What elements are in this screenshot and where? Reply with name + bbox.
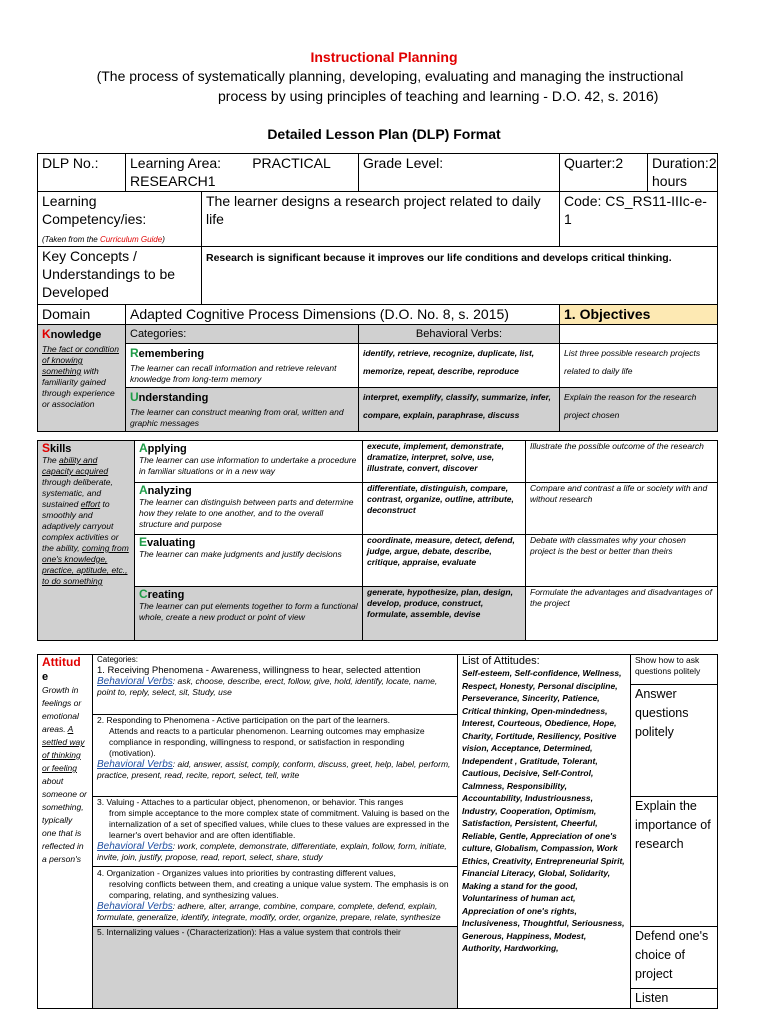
attitudes-list-label: List of Attitudes:	[462, 655, 540, 667]
understanding-verbs: interpret, exemplify, classify, summarize, infer, compare, explain, paraphrase, discuss	[359, 388, 560, 432]
attitude-desc-1: Growth in feelings or emotional areas.	[42, 685, 82, 734]
competency-code: Code: CS_RS11-IIIc-e-1	[560, 192, 718, 247]
competency-value: The learner designs a research project related to daily life	[202, 192, 560, 247]
skills-letter: S	[42, 441, 51, 455]
skills-desc-3: through deliberate, systematic, and sustained	[42, 477, 113, 509]
level-1-verbs	[97, 676, 453, 698]
understanding-rest: nderstanding	[138, 392, 209, 404]
level-2-cell	[93, 715, 458, 797]
objective-ask-politely: Show how to ask questions politely	[631, 655, 718, 685]
analyzing-letter: A	[139, 483, 148, 497]
level-2-verbs	[97, 759, 453, 781]
attitude-description	[42, 684, 88, 866]
knowledge-description	[42, 344, 121, 410]
level-4-body: resolving conflicts between them, and creating a unique value system. The emphasis is on comparing, relating, and synthesizing values.	[109, 879, 449, 900]
learning-area-value-1: PRACTICAL	[252, 155, 331, 171]
level-5-title: 5. Internalizing values - (Characterization): Has a value system that controls their	[97, 927, 401, 937]
domain-label: Domain	[38, 305, 126, 325]
objective-defend-choice: Defend one's choice of project	[631, 927, 717, 989]
applying-rest: pplying	[147, 443, 187, 455]
attitude-desc-2: A settled way of thinking or feeling	[42, 724, 85, 773]
key-concepts-value: Research is significant because it improves our life conditions and develops critical thinking.	[202, 247, 718, 305]
understanding-objective: Explain the reason for the research project chosen	[560, 388, 718, 432]
remembering-letter: R	[130, 346, 139, 360]
remembering-rest: emembering	[138, 348, 205, 360]
acpd-label: Adapted Cognitive Process Dimensions (D.O. No. 8, s. 2015)	[126, 305, 560, 325]
dlp-no-label: DLP No.:	[38, 154, 126, 192]
level-3-body: from simple acceptance to the more complex state of commitment. Valuing is based on the internalization of a set of specified values, while clues to these values are expressed in the learner's overt behavior and are often identifiable.	[109, 808, 450, 840]
creating-cell	[135, 587, 363, 641]
description-line-1: (The process of systematically planning, developing, evaluating and managing the instructional	[96, 68, 684, 84]
skills-desc-6: coming from one's knowledge, practice, aptitude, etc., to do something	[42, 543, 129, 586]
knowledge-heading	[42, 325, 121, 344]
knowledge-domain-cell	[38, 325, 126, 432]
level-1-title: 1. Receiving Phenomena - Awareness, willingness to hear, selected attention	[97, 665, 421, 676]
skills-heading	[42, 441, 130, 455]
attitude-letters-red: Attitud	[42, 655, 81, 669]
level-3-verbs	[97, 841, 453, 863]
analyzing-heading	[139, 483, 358, 497]
level-3-verbs-list: : work, complete, demonstrate, differentiate, explain, follow, form, initiate, invite, join, justify, propose, read, report, select, share, study	[97, 841, 447, 862]
level-1-verbs-label: Behavioral Verbs	[97, 676, 173, 687]
applying-letter: A	[139, 441, 148, 455]
objectives-empty	[560, 325, 718, 344]
competency-note-post: )	[162, 235, 165, 244]
skills-rest: kills	[50, 443, 72, 455]
applying-cell	[135, 441, 363, 483]
categories-label: Categories:	[126, 325, 359, 344]
level-2-verbs-list: : aid, answer, assist, comply, conform, discuss, greet, help, label, perform, practice, present, read, recite, report, select, tell, write	[97, 759, 451, 780]
competency-note	[42, 235, 165, 244]
skills-domain-cell	[38, 441, 135, 641]
skills-desc-2: ability and capacity acquired	[42, 455, 109, 476]
evaluating-verbs: coordinate, measure, detect, defend, judge, argue, debate, describe, critique, appraise, evaluate	[363, 535, 526, 587]
evaluating-description: The learner can make judgments and justify decisions	[139, 549, 342, 559]
evaluating-letter: E	[139, 535, 148, 549]
creating-objective: Formulate the advantages and disadvantages of the project	[526, 587, 718, 641]
page-title: Instructional Planning	[310, 49, 458, 65]
analyzing-verbs: differentiate, distinguish, compare, contrast, organize, outline, attribute, deconstruct	[363, 483, 526, 535]
applying-description: The learner can use information to undertake a procedure in familiar situations or in a new way	[139, 455, 357, 476]
skills-table	[37, 440, 718, 641]
curriculum-guide-link[interactable]: Curriculum Guide	[99, 235, 163, 244]
evaluating-rest: valuating	[147, 537, 196, 549]
skills-desc-5: to smoothly and adaptively carryout complex activities or the ability,	[42, 499, 119, 553]
level-4-title: 4. Organization - Organizes values into priorities by contrasting different values,	[97, 868, 396, 878]
objective-answer-politely: Answer questions politely	[631, 685, 718, 797]
analyzing-cell	[135, 483, 363, 535]
attitude-categories-label: Categories:	[97, 655, 138, 664]
creating-heading	[139, 587, 358, 601]
understanding-cell	[126, 388, 359, 432]
format-title: Detailed Lesson Plan (DLP) Format	[267, 126, 501, 142]
attitude-domain-cell	[38, 655, 93, 1009]
attitude-desc-3: about someone or something, typically one that is reflected in a person's	[42, 776, 87, 864]
knowledge-desc-underlined: The fact or condition of knowing something	[42, 344, 120, 376]
dlp-header-table	[37, 153, 718, 432]
objectives-label: 1. Objectives	[560, 305, 718, 325]
attitudes-list: Self-esteem, Self-confidence, Wellness, Respect, Honesty, Personal discipline, Perseverance, Sincerity, Patience, Critical thinking, Open-mindedness, Interest, Courteous, Obedience, Hope, Charity, Fortitude, Resiliency, Positive vision, Acceptance, Determined, Independent , Gratitude, Tolerant, Cautious, Decisive, Self-Control, Calmness, Responsibility, Accountability, Industriousness, Industry, Cooperation, Optimism, Satisfaction, Persistent, Cheerful, Reliable, Gentle, Appreciation of one's culture, Globalism, Compassion, Work Ethics, Creativity, Entrepreneurial Spirit, Financial Literacy, Global, Solidarity, Making a stand for the good, Voluntariness of human act, Appreciation of one's rights, Inclusiveness, Thoughtful, Seriousness, Generous, Happiness, Modest, Authority, Hardworking,	[462, 668, 625, 953]
evaluating-heading	[139, 535, 358, 549]
learning-area-value-2: RESEARCH1	[130, 173, 216, 189]
competency-label-1: Learning	[42, 193, 97, 209]
remembering-cell	[126, 344, 359, 388]
objective-explain-importance: Explain the importance of research	[631, 797, 718, 927]
understanding-heading	[130, 388, 354, 407]
remembering-heading	[130, 344, 354, 363]
duration-line-1: Duration:2	[652, 155, 717, 171]
attitudes-list-cell	[458, 655, 631, 1009]
objective-listen-label: Listen	[635, 991, 669, 1005]
competency-note-pre: (Taken from the	[42, 235, 100, 244]
objective-listen	[631, 927, 718, 1009]
knowledge-desc-rest: with familiarity gained through experience or association	[42, 366, 115, 409]
attitude-table	[37, 654, 718, 1009]
level-2-verbs-label: Behavioral Verbs	[97, 759, 173, 770]
competency-label-cell	[38, 192, 202, 247]
understanding-description: The learner can construct meaning from oral, written and graphic messages	[130, 407, 344, 428]
level-2-title: 2. Responding to Phenomena - Active participation on the part of the learners.	[97, 715, 390, 725]
creating-description: The learner can put elements together to form a functional whole, create a new product or point of view	[139, 601, 358, 622]
page-description	[60, 66, 720, 106]
level-5-cell	[93, 927, 458, 1009]
skills-desc-1: The	[42, 455, 60, 465]
analyzing-rest: nalyzing	[147, 485, 192, 497]
level-1-verbs-list: : ask, choose, describe, erect, follow, give, hold, identify, locate, name, point to, reply, select, sit, Study, use	[97, 676, 438, 697]
level-4-block	[93, 866, 457, 923]
knowledge-letter: K	[42, 327, 51, 341]
duration-line-2: hours	[652, 173, 688, 189]
attitude-letters-rest: e	[42, 671, 49, 683]
applying-verbs: execute, implement, demonstrate, dramatize, interpret, solve, use, illustrate, convert, discover	[363, 441, 526, 483]
level-4-verbs	[97, 901, 453, 923]
level-3-cell	[93, 797, 458, 927]
creating-verbs: generate, hypothesize, plan, design, develop, produce, construct, formulate, assemble, devise	[363, 587, 526, 641]
understanding-letter: U	[130, 390, 139, 404]
level-3-title: 3. Valuing - Attaches to a particular object, phenomenon, or behavior. This ranges	[97, 797, 404, 807]
evaluating-cell	[135, 535, 363, 587]
competency-label-2: Competency/ies:	[42, 211, 147, 227]
remembering-description: The learner can recall information and retrieve relevant knowledge from long-term memory	[130, 363, 337, 384]
grade-level-label: Grade Level:	[359, 154, 560, 192]
creating-letter: C	[139, 587, 148, 601]
skills-description	[42, 455, 130, 587]
applying-objective: Illustrate the possible outcome of the research	[526, 441, 718, 483]
level-1-cell	[93, 655, 458, 715]
key-concepts-label: Key Concepts / Understandings to be Developed	[38, 247, 202, 305]
analyzing-description: The learner can distinguish between parts and determine how they relate to one another, and to the overall structure and purpose	[139, 497, 354, 529]
knowledge-rest: nowledge	[50, 329, 102, 341]
level-3-verbs-label: Behavioral Verbs	[97, 841, 173, 852]
analyzing-objective: Compare and contrast a life or society with and without research	[526, 483, 718, 535]
learning-area-cell	[126, 154, 359, 192]
description-line-2: process by using principles of teaching and learning - D.O. 42, s. 2016)	[218, 88, 659, 104]
attitude-heading	[42, 655, 88, 684]
level-4-verbs-label: Behavioral Verbs	[97, 901, 173, 912]
quarter-label: Quarter:2	[560, 154, 648, 192]
learning-area-label: Learning Area:	[130, 155, 222, 171]
level-4-verbs-list: : adhere, alter, arrange, combine, compare, complete, defend, explain, formulate, generalize, identify, integrate, modify, order, organize, prepare, relate, synthesize	[97, 901, 441, 922]
remembering-verbs: identify, retrieve, recognize, duplicate, list, memorize, repeat, describe, reproduce	[359, 344, 560, 388]
applying-heading	[139, 441, 358, 455]
verbs-label: Behavioral Verbs:	[359, 325, 560, 344]
skills-desc-4: effort	[80, 499, 101, 509]
remembering-objective: List three possible research projects related to daily life	[560, 344, 718, 388]
duration-cell	[648, 154, 718, 192]
level-2-body: Attends and reacts to a particular phenomenon. Learning outcomes may emphasize compliance in responding, willingness to respond, or satisfaction in responding (motivation).	[109, 726, 425, 758]
evaluating-objective: Debate with classmates why your chosen project is the best or better than theirs	[526, 535, 718, 587]
creating-rest: reating	[147, 589, 185, 601]
